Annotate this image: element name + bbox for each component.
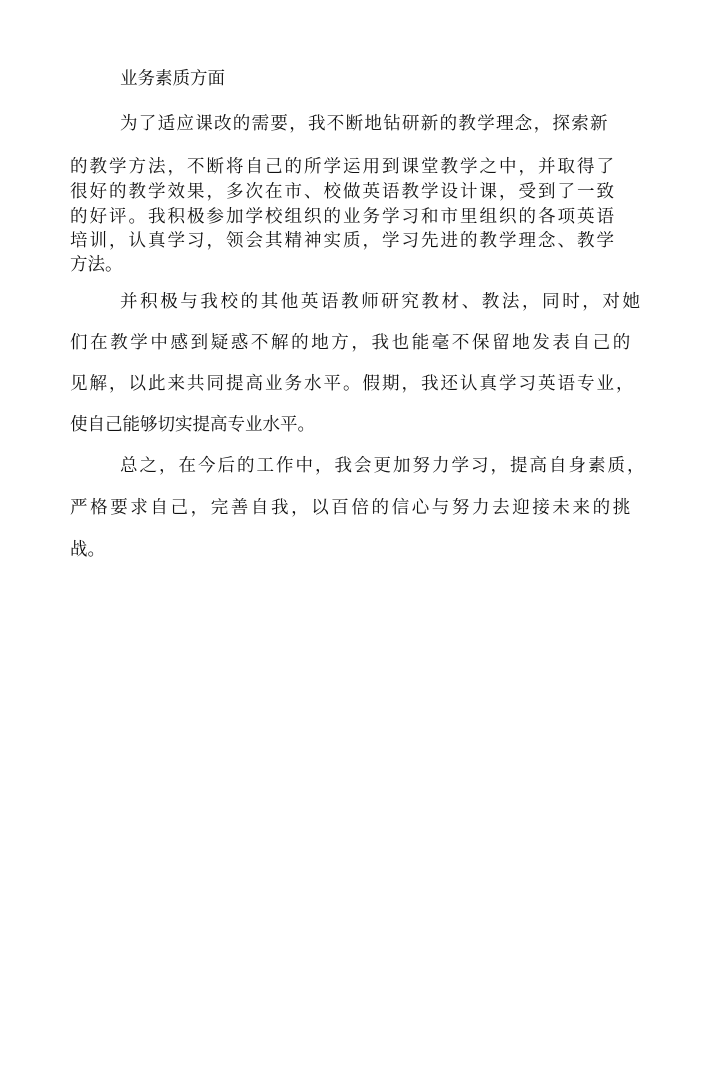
paragraph-3-line-2: 严格要求自己，完善自我，以百倍的信心与努力去迎接未来的挑: [70, 498, 633, 518]
paragraph-2-line-3: 见解，以此来共同提高业务水平。假期，我还认真学习英语专业，: [70, 374, 636, 394]
paragraph-2-line-4: 使自己能够切实提高专业水平。: [70, 415, 315, 435]
paragraph-1-line-4: 的好评。我积极参加学校组织的业务学习和市里组织的各项英语: [70, 207, 616, 227]
paragraph-1-line-5: 培训，认真学习，领会其精神实质，学习先进的教学理念、教学: [70, 231, 616, 251]
paragraph-1-line-3: 很好的教学效果，多次在市、校做英语教学设计课，受到了一致: [70, 182, 616, 202]
paragraph-3-line-3: 战。: [70, 540, 105, 560]
paragraph-2-line-1: 并积极与我校的其他英语教师研究教材、教法，同时，对她: [120, 292, 643, 312]
paragraph-1-line-2: 的教学方法，不断将自己的所学运用到课堂教学之中，并取得了: [70, 157, 616, 177]
paragraph-1-line-6: 方法。: [70, 255, 123, 275]
paragraph-1-line-1: 为了适应课改的需要，我不断地钻研新的教学理念，探索新: [120, 114, 609, 134]
paragraph-2-line-2: 们在教学中感到疑惑不解的地方，我也能毫不保留地发表自己的: [70, 333, 633, 353]
paragraph-3-line-1: 总之，在今后的工作中，我会更加努力学习，提高自身素质，: [120, 456, 647, 476]
section-heading: 业务素质方面: [120, 69, 225, 89]
